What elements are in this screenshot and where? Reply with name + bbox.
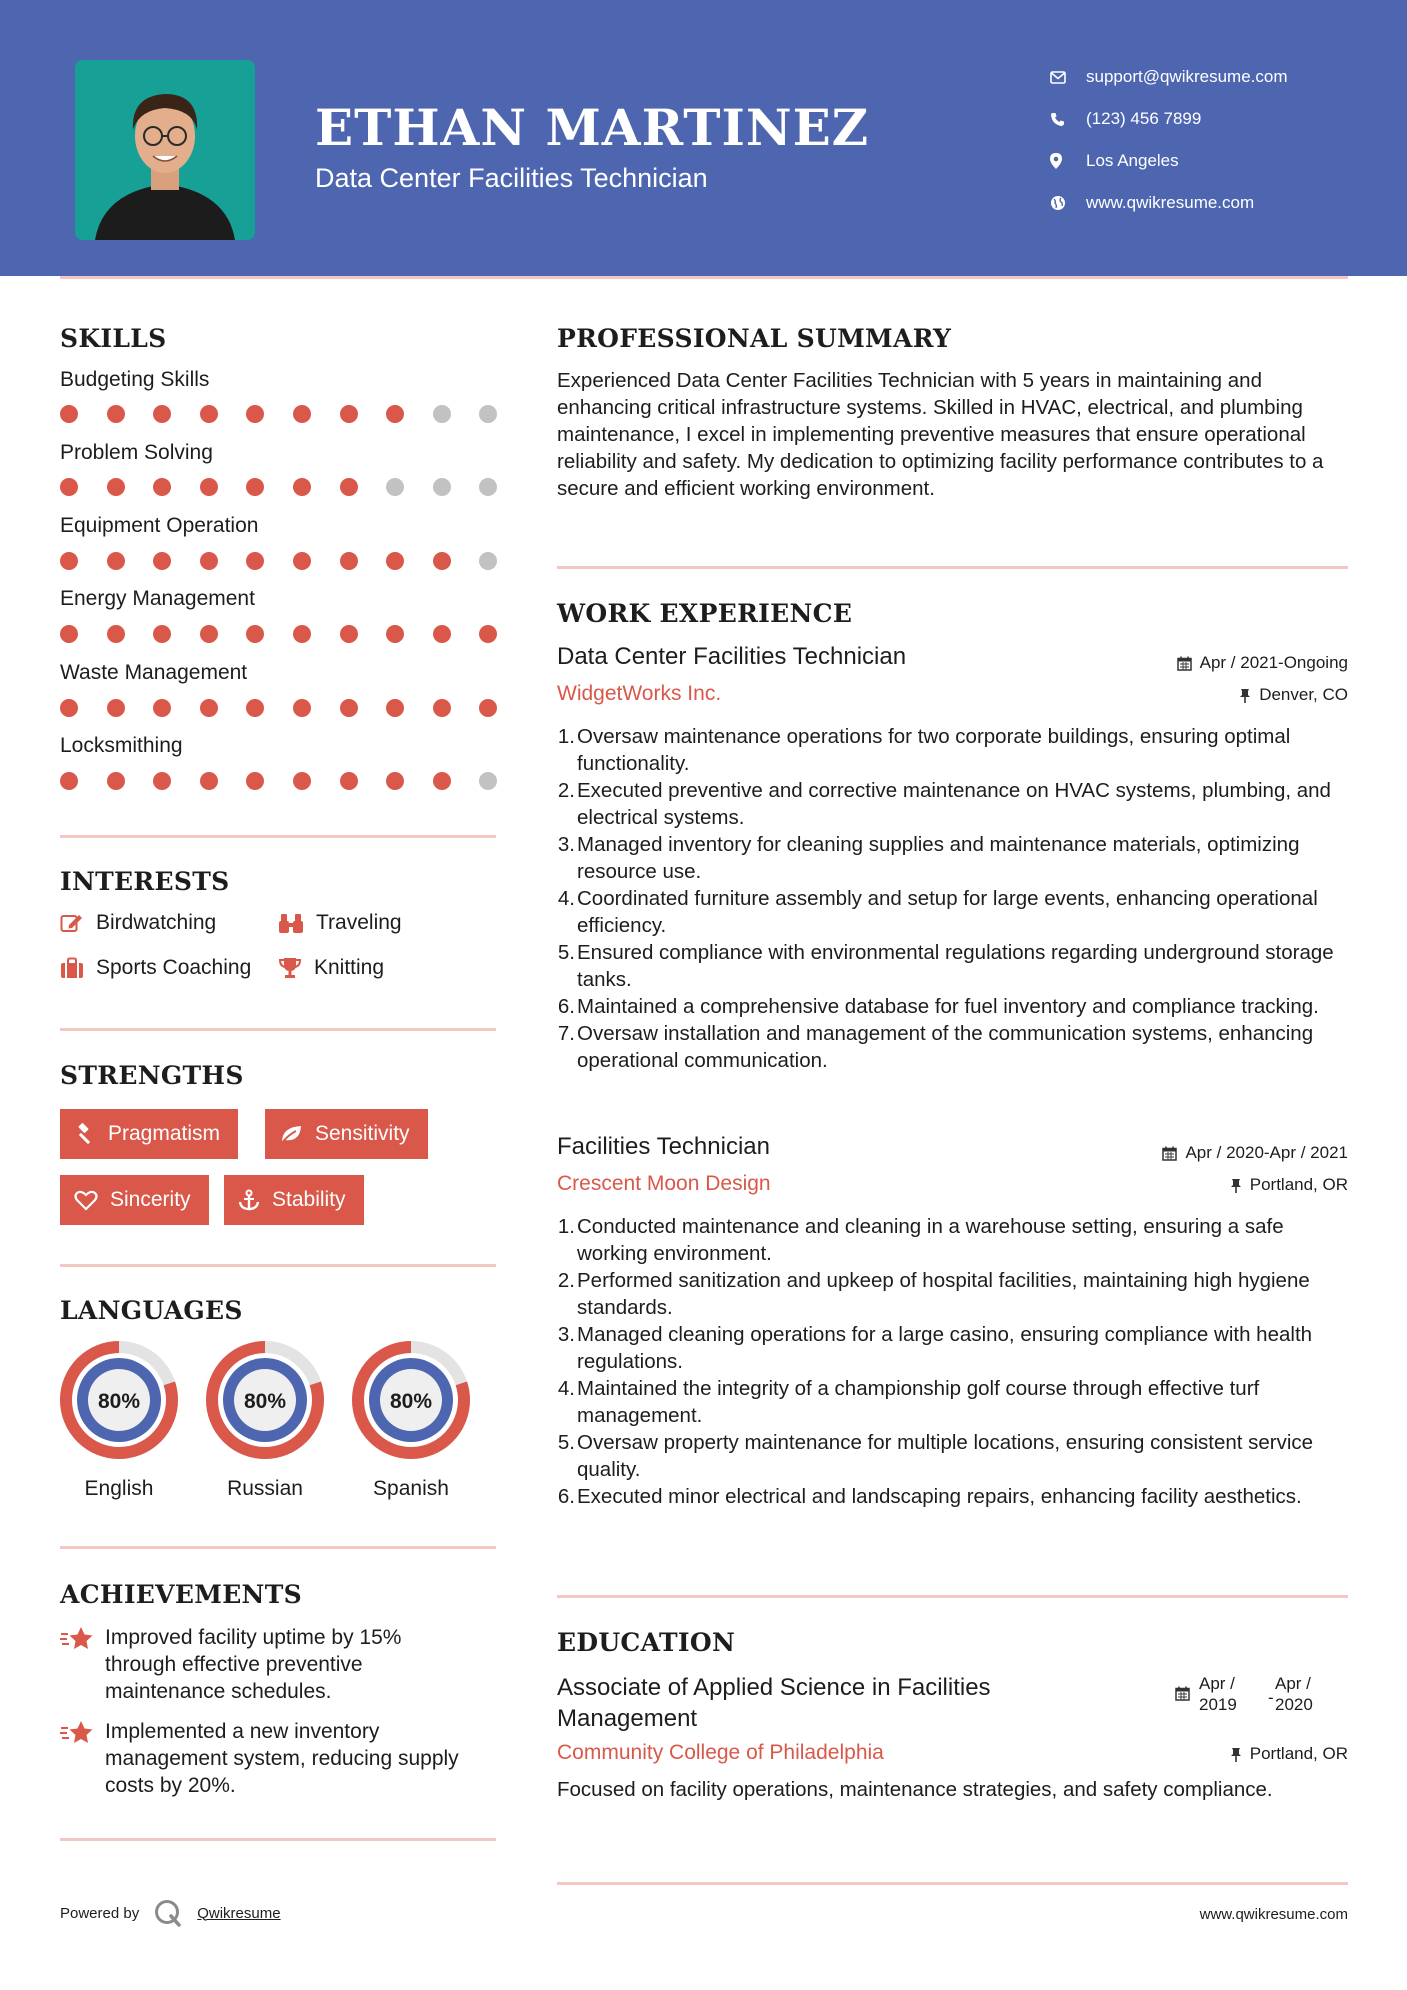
languages-heading: LANGUAGES (60, 1296, 243, 1325)
bullet-text: Coordinated furniture assembly and setup for large events, enhancing operational efficiency. (577, 887, 1318, 937)
strength-tag (60, 1109, 238, 1159)
skill-dot-filled (60, 699, 78, 717)
section-divider (557, 1882, 1348, 1885)
job-location (1230, 1175, 1348, 1195)
achievement-item (60, 1624, 496, 1705)
interests-heading: INTERESTS (60, 867, 230, 896)
footer-branding (60, 1898, 281, 1928)
bullet-number: 1. (557, 725, 575, 748)
skill-dot-filled (479, 625, 497, 643)
experience-heading: WORK EXPERIENCE (557, 599, 853, 628)
interest-item (60, 956, 251, 980)
section-divider (60, 1028, 496, 1031)
bullet-text: Conducted maintenance and cleaning in a warehouse setting, ensuring a safe working environment. (577, 1215, 1284, 1265)
section-divider (60, 1546, 496, 1549)
skill-dot-filled (153, 478, 171, 496)
language-item (59, 1340, 179, 1501)
language-item (205, 1340, 325, 1501)
bullet-text: Oversaw property maintenance for multiple locations, ensuring consistent service quality. (577, 1431, 1314, 1481)
skill-dot-filled (386, 552, 404, 570)
skill-dots (60, 699, 496, 719)
interest-label: Knitting (314, 956, 385, 979)
skill-dot-empty (479, 552, 497, 570)
phone-icon (1050, 112, 1086, 127)
qwikresume-link[interactable]: Qwikresume (197, 1904, 281, 1922)
skill-dot-filled (386, 699, 404, 717)
skill-dot-filled (246, 625, 264, 643)
person-avatar-icon (75, 60, 255, 240)
language-percent: 80% (389, 1390, 433, 1413)
education-date-end: Apr / 2020 (1275, 1674, 1313, 1714)
star-icon (60, 1718, 105, 1799)
skill-dot-filled (293, 478, 311, 496)
powered-by-text: Powered by (60, 1904, 140, 1922)
leaf-icon (279, 1123, 303, 1145)
bullet-number: 2. (557, 1269, 575, 1292)
language-ring (205, 1340, 325, 1460)
candidate-name: ETHAN MARTINEZ (315, 98, 870, 157)
bullet-number: 5. (557, 1431, 575, 1454)
skill-dot-filled (60, 625, 78, 643)
strength-label: Sensitivity (315, 1122, 410, 1145)
interest-item (278, 911, 402, 935)
date-separator: - (1268, 1688, 1274, 1707)
skill-dots (60, 552, 496, 572)
skill-dot-empty (386, 478, 404, 496)
skill-dot-filled (433, 625, 451, 643)
skill-dot-filled (340, 699, 358, 717)
bullet-number: 5. (557, 941, 575, 964)
skill-dot-filled (107, 625, 125, 643)
language-item (351, 1340, 471, 1501)
skill-dot-filled (153, 625, 171, 643)
skill-dot-filled (153, 552, 171, 570)
skill-dot-filled (340, 478, 358, 496)
strength-label: Pragmatism (108, 1122, 221, 1145)
contact-list (1050, 56, 1288, 224)
language-percent: 80% (243, 1390, 287, 1413)
job-bullet (553, 1321, 1353, 1375)
job-role: Data Center Facilities Technician (557, 643, 907, 670)
skill-dot-filled (340, 625, 358, 643)
skill-name: Locksmithing (60, 734, 183, 757)
skill-dot-filled (433, 552, 451, 570)
pin-icon (1239, 688, 1251, 703)
contact-website[interactable] (1050, 182, 1288, 224)
skill-dot-empty (479, 478, 497, 496)
job-location (1239, 685, 1348, 705)
skill-dot-filled (246, 405, 264, 423)
bullet-number: 4. (557, 1377, 575, 1400)
education-location-text: Portland, OR (1249, 1744, 1348, 1763)
calendar-icon (1177, 656, 1192, 671)
strength-label: Stability (272, 1188, 346, 1211)
achievement-item (60, 1718, 496, 1799)
education-description: Focused on facility operations, maintenance strategies, and safety compliance. (557, 1778, 1273, 1801)
skill-dot-filled (386, 405, 404, 423)
bullet-text: Performed sanitization and upkeep of hospital facilities, maintaining high hygiene standards. (577, 1269, 1310, 1319)
bullet-number: 1. (557, 1215, 575, 1238)
skill-dot-filled (60, 478, 78, 496)
achievement-text: Improved facility uptime by 15% through effective preventive maintenance schedules. (105, 1626, 402, 1703)
skill-dot-filled (107, 478, 125, 496)
map-pin-icon (1050, 153, 1086, 169)
edit-icon (60, 912, 84, 934)
anchor-icon (238, 1189, 260, 1211)
job-bullets (553, 723, 1353, 1074)
contact-email-text: support@qwikresume.com (1086, 67, 1288, 86)
skill-dot-filled (293, 699, 311, 717)
summary-text: Experienced Data Center Facilities Technician with 5 years in maintaining and enhancing critical infrastructure systems. Skilled in HVAC, electrical, and plumbing maintenance, I excel in implementing preventive measures that ensure operational reliability and safety. My dedication to optimizing facility performance contributes to a secure and efficient working environment. (557, 369, 1324, 500)
skill-dot-filled (246, 699, 264, 717)
footer-website[interactable]: www.qwikresume.com (1199, 1906, 1348, 1923)
skill-dot-filled (200, 772, 218, 790)
language-ring (351, 1340, 471, 1460)
skill-dot-filled (293, 552, 311, 570)
bullet-text: Managed inventory for cleaning supplies and maintenance materials, optimizing resource use. (577, 833, 1300, 883)
contact-location (1050, 140, 1288, 182)
bullet-number: 6. (557, 995, 575, 1018)
skill-dot-filled (200, 625, 218, 643)
bullet-number: 2. (557, 779, 575, 802)
section-divider (60, 1838, 496, 1841)
section-divider (557, 566, 1348, 569)
interest-item (60, 911, 216, 935)
contact-phone-text: (123) 456 7899 (1086, 109, 1202, 128)
skill-dot-filled (433, 699, 451, 717)
job-bullet (553, 1267, 1353, 1321)
resume-header (0, 0, 1407, 276)
skill-dot-filled (246, 552, 264, 570)
skill-dot-filled (107, 699, 125, 717)
skill-name: Equipment Operation (60, 514, 259, 537)
job-bullets (553, 1213, 1353, 1510)
contact-email[interactable] (1050, 56, 1288, 98)
heart-icon (74, 1189, 98, 1211)
strength-tag (224, 1175, 364, 1225)
skill-dot-filled (153, 699, 171, 717)
education-date-start: Apr / 2019 (1199, 1674, 1237, 1714)
strength-tag (265, 1109, 428, 1159)
bullet-number: 7. (557, 1022, 575, 1045)
job-date-text: Apr / 2021-Ongoing (1199, 653, 1348, 672)
bullet-number: 3. (557, 1323, 575, 1346)
education-degree: Associate of Applied Science in Facilities Management (557, 1674, 991, 1732)
education-school: Community College of Philadelphia (557, 1741, 884, 1764)
interest-item (278, 956, 384, 980)
globe-icon (1050, 195, 1086, 211)
skill-dots (60, 405, 496, 425)
contact-location-text: Los Angeles (1086, 151, 1179, 170)
language-percent: 80% (97, 1390, 141, 1413)
pin-icon (1230, 1178, 1242, 1193)
bullet-text: Maintained the integrity of a championship golf course through effective turf management. (577, 1377, 1260, 1427)
calendar-icon (1162, 1146, 1177, 1161)
skill-dot-filled (153, 405, 171, 423)
skill-dot-filled (60, 405, 78, 423)
contact-website-text: www.qwikresume.com (1086, 193, 1255, 212)
skill-dot-empty (433, 478, 451, 496)
skill-dot-filled (153, 772, 171, 790)
star-icon (60, 1624, 105, 1705)
education-heading: EDUCATION (557, 1628, 736, 1657)
skill-dot-filled (293, 625, 311, 643)
job-bullet (553, 723, 1353, 777)
interest-label: Traveling (316, 911, 402, 934)
job-bullet (553, 777, 1353, 831)
skill-dot-empty (479, 405, 497, 423)
job-bullet (553, 939, 1353, 993)
skill-dot-filled (200, 478, 218, 496)
header-divider (60, 276, 1348, 279)
skill-dot-filled (293, 772, 311, 790)
briefcase-icon (60, 957, 84, 979)
summary-heading: PROFESSIONAL SUMMARY (557, 324, 952, 353)
skill-dots (60, 625, 496, 645)
skill-dot-filled (246, 478, 264, 496)
job-location-text: Denver, CO (1259, 685, 1348, 704)
skill-dot-filled (60, 772, 78, 790)
job-bullet (553, 993, 1353, 1020)
section-divider (60, 835, 496, 838)
trophy-icon (278, 957, 302, 979)
job-bullet (553, 1213, 1353, 1267)
bullet-text: Managed cleaning operations for a large casino, ensuring compliance with health regulations. (577, 1323, 1313, 1373)
skill-dot-filled (200, 699, 218, 717)
bullet-text: Ensured compliance with environmental regulations regarding underground storage tanks. (577, 941, 1334, 991)
job-bullet (553, 1483, 1353, 1510)
skill-dots (60, 772, 496, 792)
bullet-text: Maintained a comprehensive database for fuel inventory and compliance tracking. (577, 995, 1319, 1018)
skill-dot-filled (107, 405, 125, 423)
job-bullet (553, 885, 1353, 939)
skill-dot-filled (107, 772, 125, 790)
skill-dot-filled (107, 552, 125, 570)
job-bullet (553, 1375, 1353, 1429)
bullet-text: Oversaw installation and management of the communication systems, enhancing operational communication. (577, 1022, 1314, 1072)
skill-dot-filled (340, 772, 358, 790)
job-role: Facilities Technician (557, 1133, 770, 1160)
job-company: Crescent Moon Design (557, 1172, 771, 1195)
strength-label: Sincerity (110, 1188, 191, 1211)
interest-label: Birdwatching (96, 911, 217, 934)
skill-dot-filled (386, 625, 404, 643)
calendar-icon (1175, 1686, 1190, 1706)
section-divider (557, 1595, 1348, 1598)
skill-dots (60, 478, 496, 498)
contact-phone[interactable] (1050, 98, 1288, 140)
job-company: WidgetWorks Inc. (557, 682, 722, 705)
job-date (1177, 653, 1348, 673)
achievement-text: Implemented a new inventory management system, reducing supply costs by 20%. (105, 1720, 459, 1797)
job-location-text: Portland, OR (1249, 1175, 1348, 1194)
job-bullet (553, 1020, 1353, 1074)
achievements-heading: ACHIEVEMENTS (60, 1580, 302, 1609)
bullet-number: 4. (557, 887, 575, 910)
skill-dot-filled (479, 699, 497, 717)
language-name: English (84, 1477, 154, 1500)
job-date-text: Apr / 2020-Apr / 2021 (1185, 1143, 1348, 1162)
gavel-icon (74, 1123, 96, 1145)
skill-name: Energy Management (60, 587, 255, 610)
interest-label: Sports Coaching (96, 956, 252, 979)
skill-name: Waste Management (60, 661, 248, 684)
skill-dot-filled (200, 405, 218, 423)
skill-dot-filled (340, 405, 358, 423)
section-divider (60, 1264, 496, 1267)
language-name: Russian (227, 1477, 303, 1500)
envelope-icon (1050, 71, 1086, 84)
skill-dot-empty (433, 405, 451, 423)
language-ring (59, 1340, 179, 1460)
language-name: Spanish (373, 1477, 449, 1500)
education-location (1230, 1744, 1348, 1764)
skill-dot-filled (246, 772, 264, 790)
job-bullet (553, 831, 1353, 885)
skill-name: Problem Solving (60, 441, 213, 464)
job-bullet (553, 1429, 1353, 1483)
pin-icon (1230, 1747, 1242, 1762)
skills-heading: SKILLS (60, 324, 167, 353)
skill-dot-filled (340, 552, 358, 570)
bullet-text: Executed preventive and corrective maintenance on HVAC systems, plumbing, and electrical systems. (577, 779, 1331, 829)
qwikresume-logo-icon (153, 1898, 183, 1928)
skill-dot-filled (200, 552, 218, 570)
bullet-text: Executed minor electrical and landscaping repairs, enhancing facility aesthetics. (577, 1485, 1302, 1508)
skill-dot-filled (60, 552, 78, 570)
job-date (1162, 1143, 1348, 1163)
skill-dot-filled (433, 772, 451, 790)
profile-photo (75, 60, 255, 240)
skill-dot-empty (479, 772, 497, 790)
binoculars-icon (278, 912, 304, 934)
skill-dot-filled (293, 405, 311, 423)
bullet-text: Oversaw maintenance operations for two corporate buildings, ensuring optimal functionality. (577, 725, 1291, 775)
bullet-number: 3. (557, 833, 575, 856)
skill-name: Budgeting Skills (60, 368, 210, 391)
bullet-number: 6. (557, 1485, 575, 1508)
skill-dot-filled (386, 772, 404, 790)
candidate-title: Data Center Facilities Technician (315, 163, 708, 193)
strengths-heading: STRENGTHS (60, 1061, 244, 1090)
strength-tag (60, 1175, 209, 1225)
